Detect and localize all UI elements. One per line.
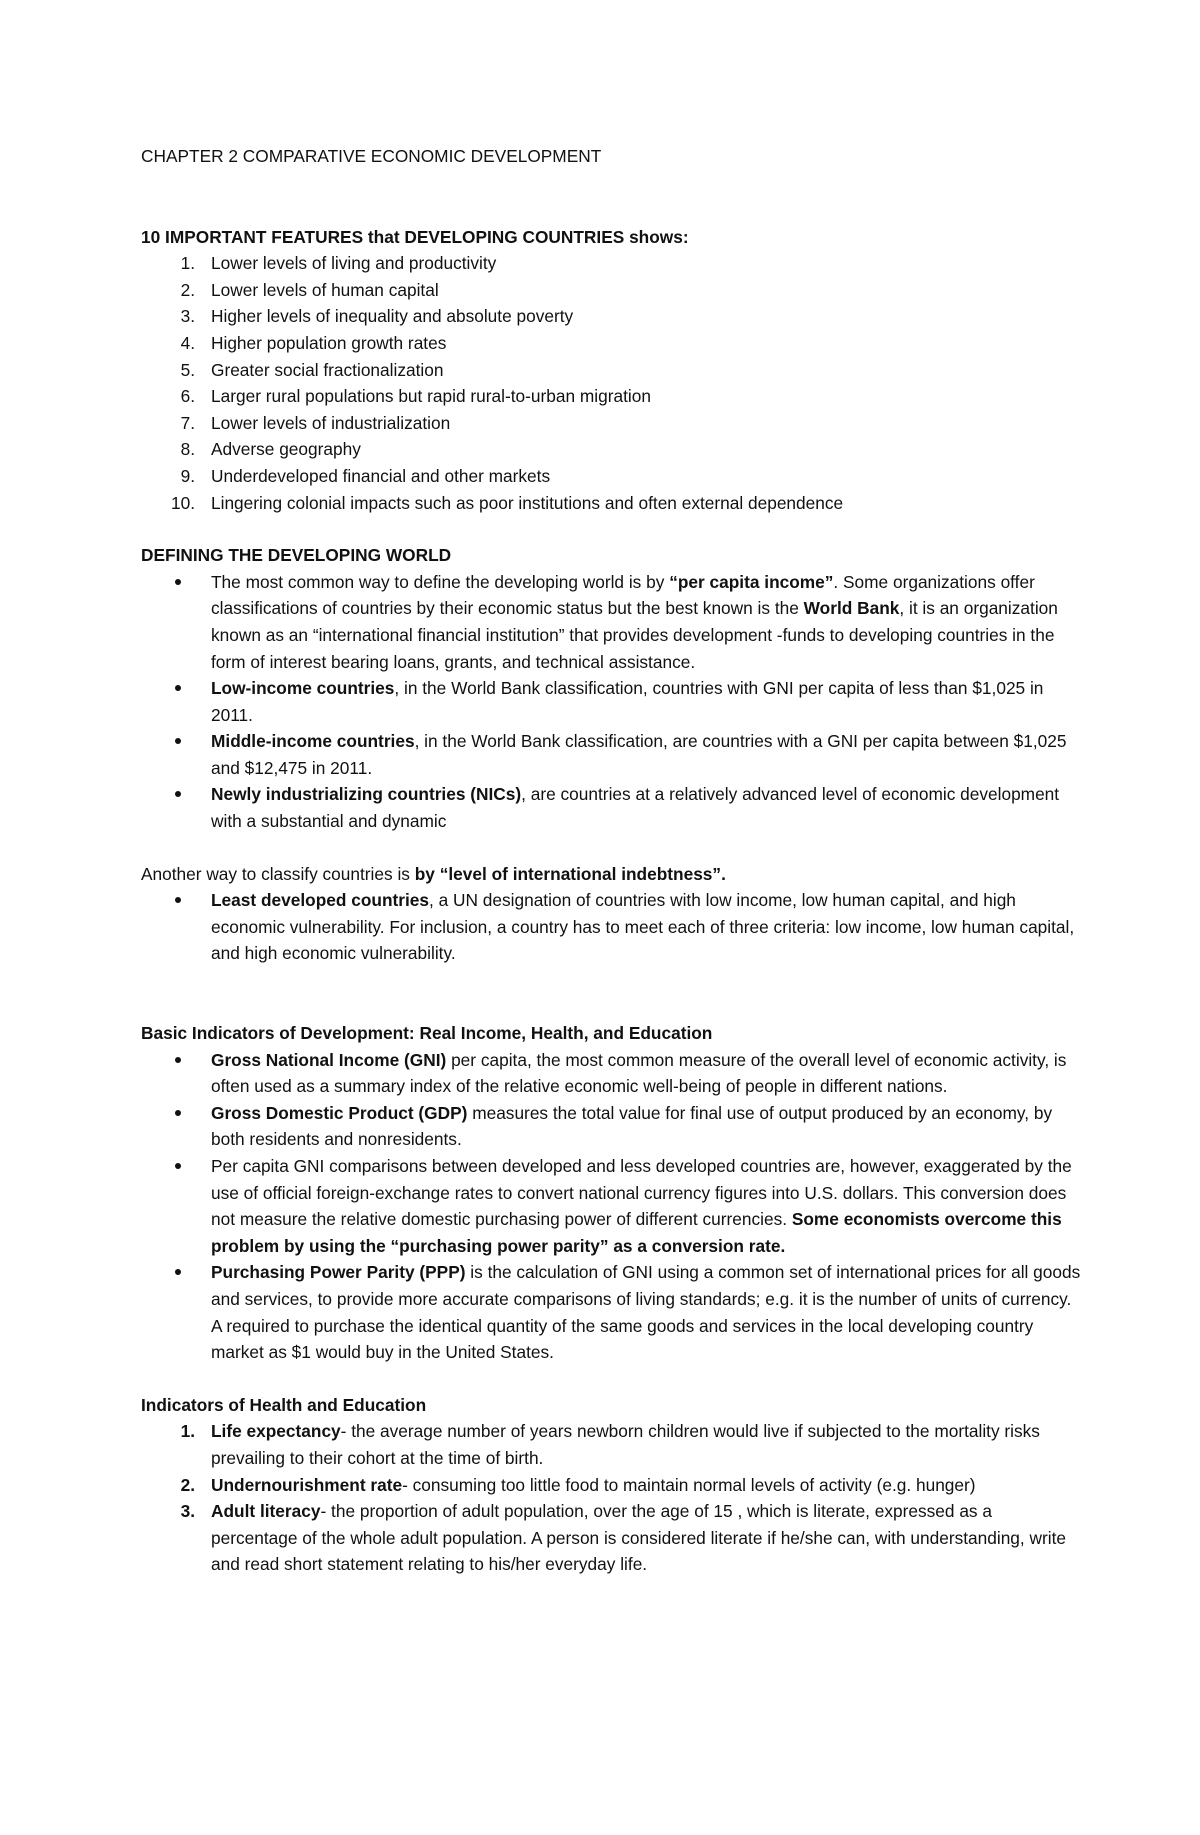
list-item: The most common way to define the developing world is by “per capita income”. Some organizations offer classifications of countries by their economic status but the best known is the World Bank, it is an organization known as an “international financial institution” that provides development -funds to developing countries in the form of interest bearing loans, grants, and technical assistance. — [141, 569, 1081, 675]
basic-indicators-list — [141, 1047, 1081, 1366]
bullet-icon — [175, 685, 181, 691]
indebtness-list — [141, 887, 1081, 967]
list-item: Middle-income countries, in the World Bank classification, are countries with a GNI per capita between $1,025 and $12,475 in 2011. — [141, 728, 1081, 781]
list-item: 6. Larger rural populations but rapid rural-to-urban migration — [180, 386, 651, 407]
list-item: Least developed countries, a UN designation of countries with low income, low human capital, and high economic vulnerability. For inclusion, a country has to meet each of three criteria: low income, low human capital, and high economic vulnerability. — [141, 887, 1081, 967]
list-item: Gross National Income (GNI) per capita, the most common measure of the overall level of economic activity, is often used as a summary index of the relative economic well-being of people in different nations. — [141, 1047, 1081, 1100]
list-item: Newly industrializing countries (NICs), are countries at a relatively advanced level of economic development with a substantial and dynamic — [141, 781, 1081, 834]
list-item: 3. Higher levels of inequality and absolute poverty — [180, 306, 574, 327]
list-item: Purchasing Power Parity (PPP) is the calculation of GNI using a common set of international prices for all goods and services, to provide more accurate comparisons of living standards; e.g. it is the number of units of currency. A required to purchase the identical quantity of the same goods and services in the local developing country market as $1 would buy in the United States. — [141, 1259, 1081, 1365]
list-item: 1. Lower levels of living and productivity — [180, 253, 497, 274]
list-item: Per capita GNI comparisons between developed and less developed countries are, however, exaggerated by the use of official foreign-exchange rates to convert national currency figures into U.S. dollars. This conversion does not measure the relative domestic purchasing power of different currencies. Some economists overcome this problem by using the “purchasing power parity” as a conversion rate. — [141, 1153, 1081, 1259]
list-item: 9. Underdeveloped financial and other markets — [180, 465, 551, 486]
defining-heading: DEFINING THE DEVELOPING WORLD — [141, 545, 452, 566]
list-item: 5. Greater social fractionalization — [180, 359, 444, 380]
list-item: 10. Lingering colonial impacts such as poor institutions and often external dependence — [170, 492, 844, 513]
health-education-heading: Indicators of Health and Education — [141, 1394, 427, 1415]
basic-indicators-heading: Basic Indicators of Development: Real Income, Health, and Education — [141, 1023, 713, 1044]
list-item: Gross Domestic Product (GDP) measures the total value for final use of output produced by an economy, by both residents and nonresidents. — [141, 1100, 1081, 1153]
features-list — [141, 250, 1081, 516]
bullet-icon — [175, 791, 181, 797]
list-item: Low-income countries, in the World Bank classification, countries with GNI per capita of less than $1,025 in 2011. — [141, 675, 1081, 728]
features-heading: 10 IMPORTANT FEATURES that DEVELOPING COUNTRIES shows: — [141, 226, 689, 247]
bullet-icon — [175, 1110, 181, 1116]
bullet-icon — [175, 1269, 181, 1275]
list-item: 2. Lower levels of human capital — [180, 279, 439, 300]
list-item: 7. Lower levels of industrialization — [180, 412, 451, 433]
bullet-icon — [175, 738, 181, 744]
indebtness-lead: Another way to classify countries is by “level of international indebtness”. — [141, 863, 726, 884]
list-item: 2. Undernourishment rate- consuming too little food to maintain normal levels of activity (e.g. hunger) — [180, 1474, 976, 1495]
bullet-icon — [175, 1057, 181, 1063]
list-item: 8. Adverse geography — [180, 439, 361, 460]
document-body — [141, 143, 1081, 1578]
list-item: 3. Adult literacy- the proportion of adult population, over the age of 15 , which is literate, expressed as a percentage of the whole adult population. A person is considered literate if he/she can, with understanding, write and read short statement relating to his/her everyday life. — [180, 1501, 1067, 1575]
list-item: 4. Higher population growth rates — [180, 332, 447, 353]
defining-list — [141, 569, 1081, 835]
list-item: 1. Life expectancy- the average number of years newborn children would live if subjected to the mortality risks prevailing to their cohort at the time of birth. — [180, 1421, 1040, 1468]
bullet-icon — [175, 1163, 181, 1169]
bullet-icon — [175, 579, 181, 585]
bullet-icon — [175, 897, 181, 903]
health-education-list — [141, 1418, 1081, 1578]
chapter-title: CHAPTER 2 COMPARATIVE ECONOMIC DEVELOPMENT — [141, 146, 602, 166]
